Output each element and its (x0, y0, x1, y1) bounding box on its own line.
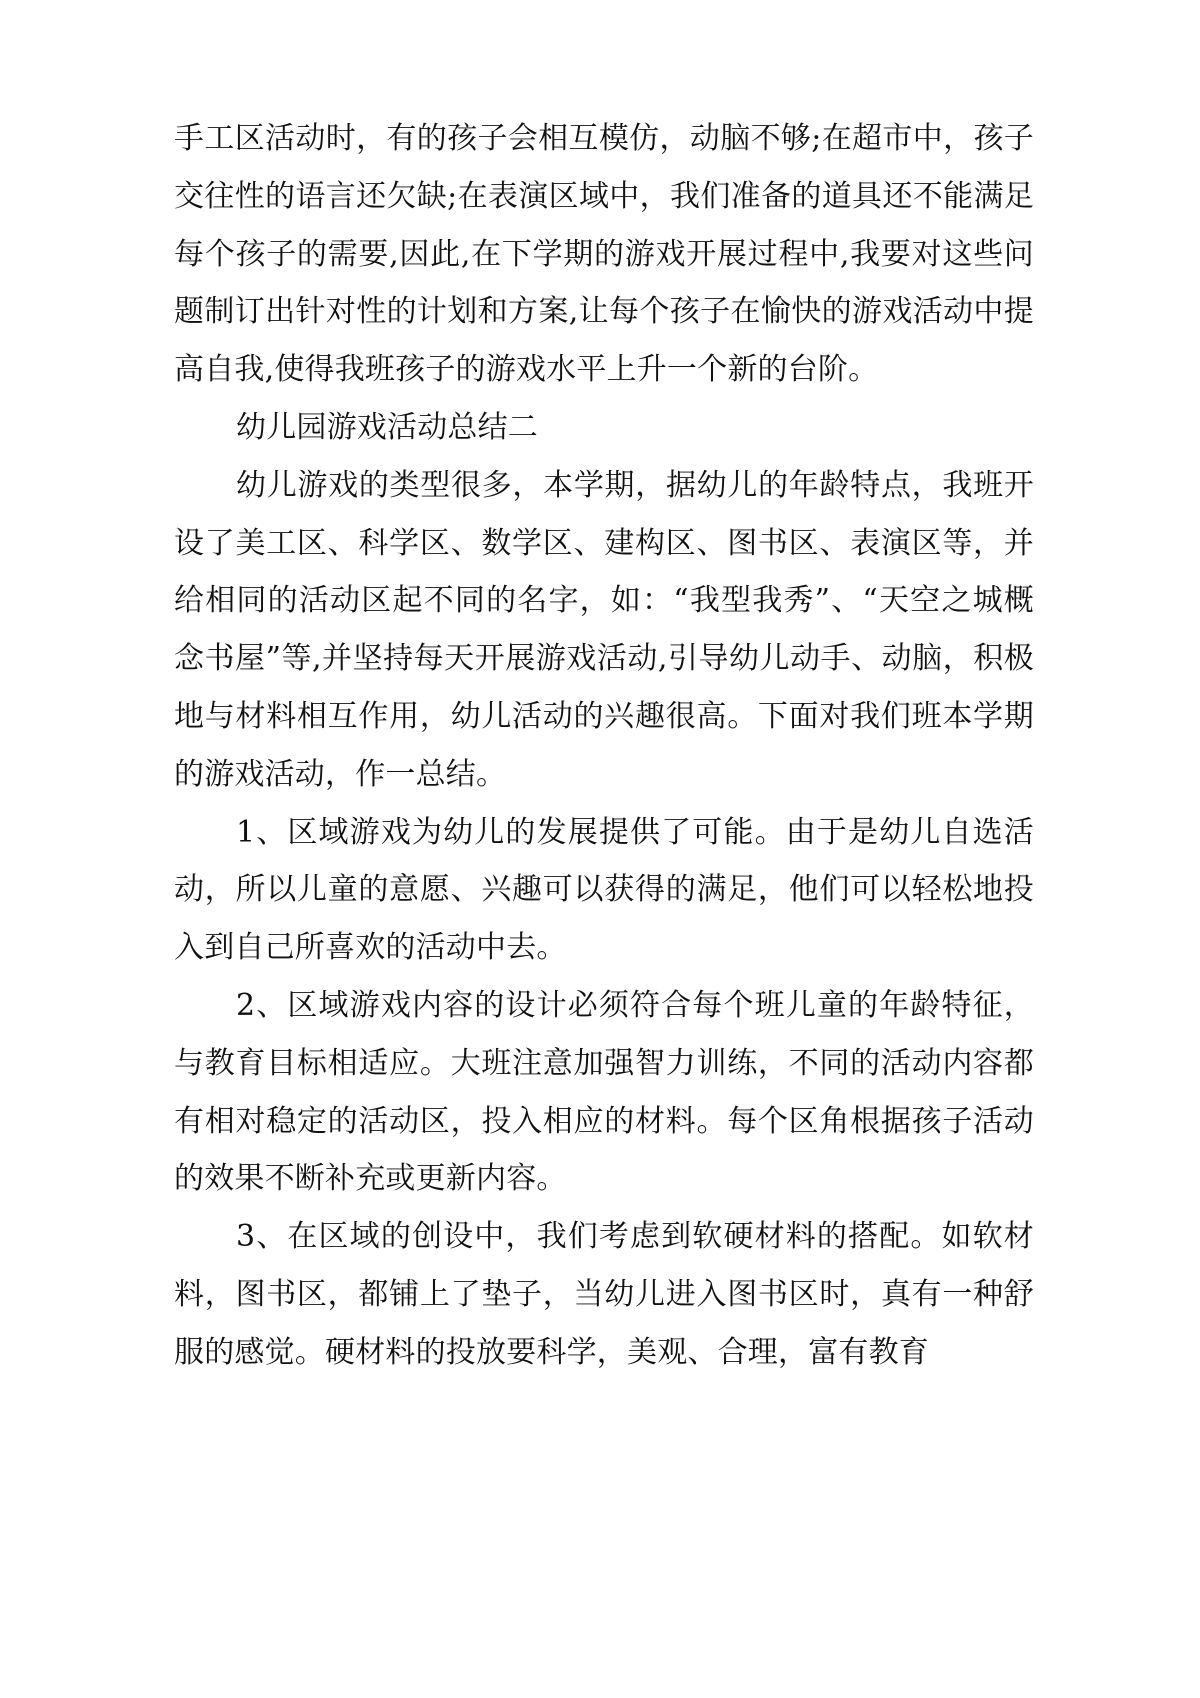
section-title: 幼儿园游戏活动总结二 (236, 409, 538, 445)
point-2-paragraph: 2、区域游戏内容的设计必须符合每个班儿童的年龄特征，与教育目标相适应。大班注意加强智力训练，不同的活动内容都有相对稳定的活动区，投入相应的材料。每个区角根据孩子活动的效果不断补充或更新内容。 (174, 987, 1034, 1197)
point-1-paragraph: 1、区域游戏为幼儿的发展提供了可能。由于是幼儿自选活动，所以儿童的意愿、兴趣可以获得的满足，他们可以轻松地投入到自己所喜欢的活动中去。 (174, 814, 1034, 966)
document-body (174, 110, 1034, 1382)
intro-paragraph: 幼儿游戏的类型很多，本学期，据幼儿的年龄特点，我班开设了美工区、科学区、数学区、建构区、图书区、表演区等，并给相同的活动区起不同的名字，如：“我型我秀”、“天空之城概念书屋”等,并坚持每天开展游戏活动,引导幼儿动手、动脑，积极地与材料相互作用，幼儿活动的兴趣很高。下面对我们班本学期的游戏活动，作一总结。 (174, 467, 1034, 792)
point-3-paragraph: 3、在区域的创设中，我们考虑到软硬材料的搭配。如软材料，图书区，都铺上了垫子，当幼儿进入图书区时，真有一种舒服的感觉。硬材料的投放要科学，美观、合理，富有教育 (174, 1219, 1034, 1370)
continued-paragraph: 手工区活动时，有的孩子会相互模仿，动脑不够;在超市中，孩子交往性的语言还欠缺;在表演区域中，我们准备的道具还不能满足每个孩子的需要,因此,在下学期的游戏开展过程中,我要对这些问题制订出针对性的计划和方案,让每个孩子在愉快的游戏活动中提高自我,使得我班孩子的游戏水平上升一个新的台阶。 (174, 121, 1034, 388)
